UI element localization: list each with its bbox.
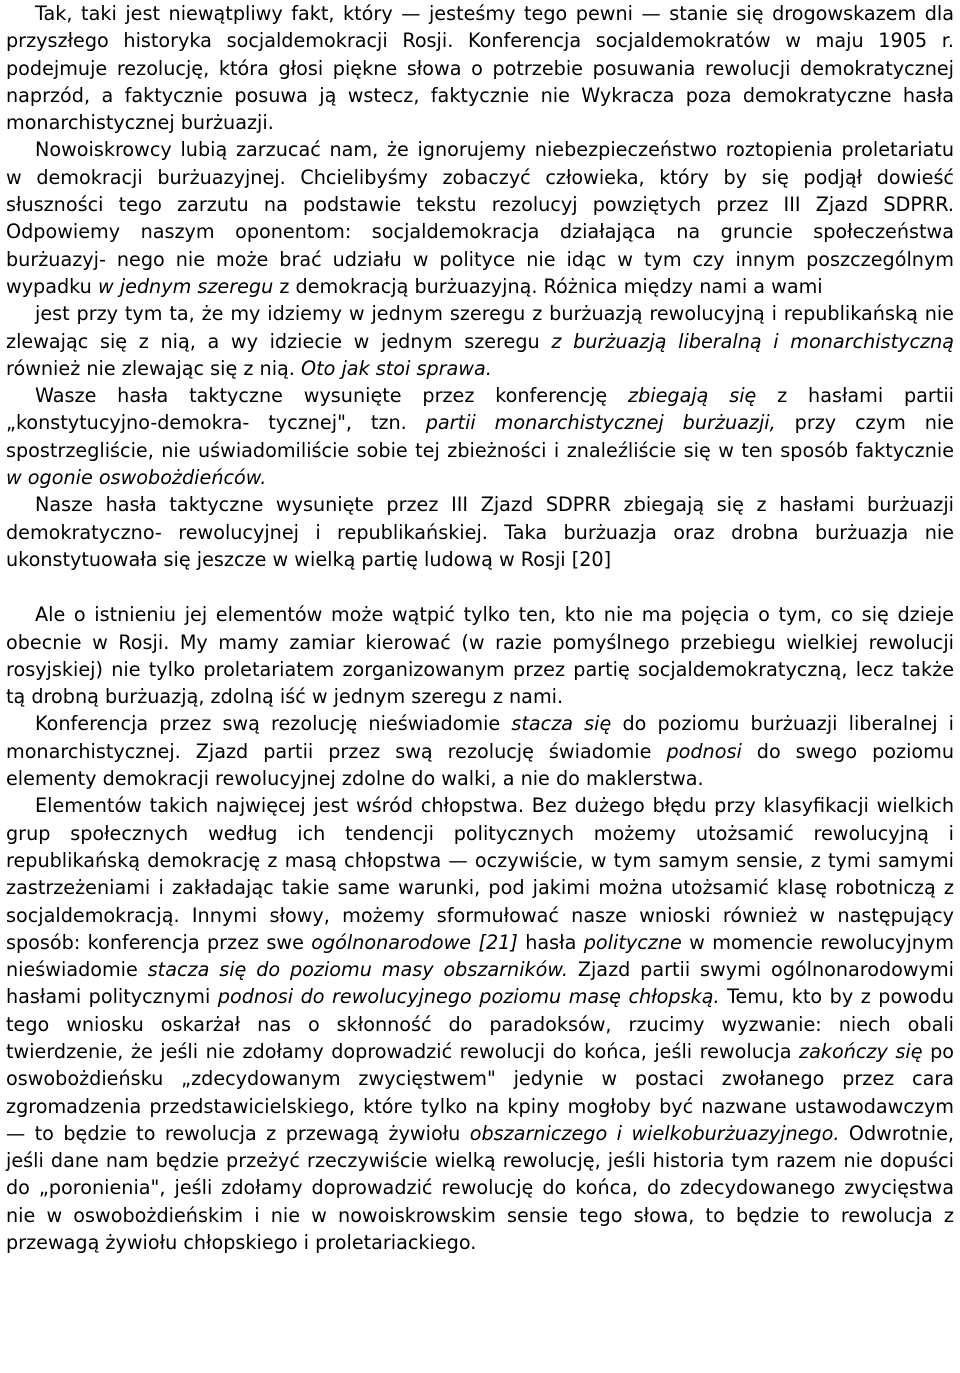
body-text: również nie zlewając się z nią. — [6, 356, 302, 380]
paragraph-6 — [6, 601, 954, 710]
body-text: Konferencja przez swą rezolucję nieświadomie — [35, 712, 512, 736]
paragraph-1 — [6, 0, 954, 136]
emphasized-text: ogólnonarodowe [21] — [311, 930, 518, 954]
paragraph-5 — [6, 491, 954, 573]
emphasized-text: polityczne — [583, 930, 682, 954]
emphasized-text: zakończy się — [799, 1039, 923, 1063]
emphasized-text: Oto jak stoi sprawa. — [301, 356, 492, 380]
body-text: jest przy tym ta, że my idziemy w jednym szeregu z burżuazją rewolucyjną i republikańską nie zlewając się z nią, a wy idziecie w jednym szeregu — [6, 302, 954, 353]
emphasized-text: w ogonie oswobożdieńców. — [6, 466, 267, 490]
paragraph-7 — [6, 710, 954, 792]
emphasized-text: z burżuazją liberalną i monarchistyczną — [551, 329, 954, 353]
body-text: Nasze hasła taktyczne wysunięte przez III Zjazd SDPRR zbiegają się z hasłami burżuazji demokratyczno- rewolucyjnej i republikańskiej. Taka burżuazja oraz drobna burżuazja nie ukonstytuowała się jeszcze w wielką partię ludową w Rosji [20] — [6, 493, 954, 571]
body-text: Odwrotnie, jeśli dane nam będzie przeżyć rzeczywiście wielką rewolucję, jeśli historia tym razem nie dopuści do „poronienia", jeśli zdołamy doprowadzić rewolucję do końca, do zdecydowanego zwycięstwa nie w oswobożdieńskim i nie w nowoiskrowskim sensie tego słowa, to będzie to rewolucja z przewagą żywiołu chłopskiego i proletariackiego. — [6, 1121, 954, 1255]
body-text: przy czym nie spostrzegliście, nie uświadomiliście sobie tej zbieżności i znaleźliście się w ten sposób faktycznie — [6, 411, 954, 462]
body-text: hasła — [517, 930, 584, 954]
emphasized-text: stacza się — [511, 712, 612, 736]
body-text: Elementów takich najwięcej jest wśród chłopstwa. Bez dużego błędu przy klasyfikacji wielkich grup społecznych według ich tendencji politycznych możemy utożsamić rewolucyjną i republikańską demokrację z masą chłopstwa — oczywiście, w tym samym sensie, z tymi samymi zastrzeżeniami i zakładając takie same warunki, pod jakimi można utożsamić klasę robotniczą z socjaldemokracją. Innymi słowy, możemy sformułować nasze wnioski również w następujący sposób: konferencja przez swe — [6, 794, 954, 954]
paragraph-4 — [6, 382, 954, 491]
body-text: z demokracją burżuazyjną. Różnica między nami a wami — [273, 274, 823, 298]
emphasized-text: partii monarchistycznej burżuazji, — [425, 411, 776, 435]
emphasized-text: stacza się do poziomu masy obszarników. — [147, 958, 568, 982]
emphasized-text: w jednym szeregu — [97, 274, 274, 298]
paragraph-8 — [6, 792, 954, 1256]
body-text: po oswobożdieńsku „zdecydowanym zwycięstwem" jedynie w postaci zwołanego przez cara zgromadzenia przedstawicielskiego, które tylko na kpiny mogłoby być nazwane ustawodawczym — to będzie to rewolucja z przewagą żywiołu — [6, 1039, 955, 1145]
body-text: Nowoiskrowcy lubią zarzucać nam, że ignorujemy niebezpieczeństwo roztopienia proletariatu w demokracji burżuazyjnej. Chcielibyśmy zobaczyć człowieka, który by się podjął dowieść słuszności tego zarzutu na podstawie tekstu rezolucyj powziętych przez III Zjazd SDPRR. Odpowiemy naszym oponentom: socjaldemokracja działająca na gruncie społeczeństwa burżuazyj- nego nie może brać udziału w polityce nie idąc w tym czy innym poszczególnym wypadku — [6, 138, 954, 298]
body-text: Ale o istnieniu jej elementów może wątpić tylko ten, kto nie ma pojęcia o tym, co się dzieje obecnie w Rosji. My mamy zamiar kierować (w razie pomyślnego przebiegu wielkiej rewolucji rosyjskiej) nie tylko proletariatem zorganizowanym przez partię socjaldemokratyczną, lecz także tą drobną burżuazją, zdolną iść w jednym szeregu z nami. — [6, 603, 954, 709]
emphasized-text: zbiegają się — [628, 384, 757, 408]
paragraph-2 — [6, 136, 954, 300]
body-text: w momencie rewolucyjnym nieświadomie — [6, 930, 954, 982]
emphasized-text: podnosi — [666, 739, 742, 763]
body-text: Temu, kto by z powodu tego wniosku oskarżał nas o skłonność do paradoksów, rzucimy wyzwanie: niech obali twierdzenie, że jeśli nie zdołamy doprowadzić rewolucji do końca, jeśli rewolucja — [6, 985, 954, 1063]
body-text: Zjazd partii swymi ogólnonarodowymi hasłami politycznymi — [6, 958, 954, 1009]
emphasized-text: podnosi do rewolucyjnego poziomu masę chłopską. — [217, 985, 720, 1009]
body-text: do swego poziomu elementy demokracji rewolucyjnej zdolne do walki, a nie do maklerstwa. — [6, 739, 955, 791]
body-text: do poziomu burżuazji liberalnej i monarchistycznej. Zjazd partii przez swą rezolucję świadomie — [6, 712, 955, 763]
body-text: Tak, taki jest niewątpliwy fakt, który — jesteśmy tego pewni — stanie się drogowskazem dla przyszłego historyka socjaldemokracji Rosji. Konferencja socjaldemokratów w maju 1905 r. podejmuje rezolucję, która głosi piękne słowa o potrzebie posuwania rewolucji demokratycznej naprzód, a faktycznie posuwa ją wstecz, faktycznie nie Wykracza poza demokratyczne hasła monarchistycznej burżuazji. — [6, 2, 954, 135]
paragraph-gap — [6, 573, 954, 601]
body-text: z hasłami partii „konstytucyjno-demokra- tycznej", tzn. — [6, 384, 955, 435]
body-text: Wasze hasła taktyczne wysunięte przez konferencję — [35, 384, 629, 408]
emphasized-text: obszarniczego i wielkoburżuazyjnego. — [469, 1121, 840, 1145]
paragraph-3 — [6, 300, 954, 382]
